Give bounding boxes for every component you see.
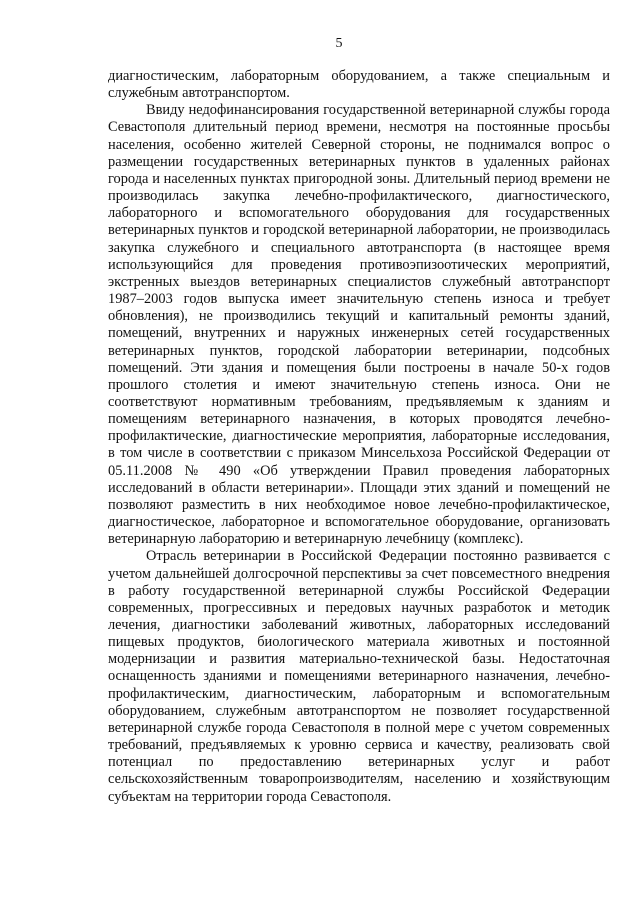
paragraph-continuation: диагностическим, лабораторным оборудованием, а также специальным и служебным автотранспортом. — [108, 68, 610, 102]
page-number: 5 — [335, 36, 343, 51]
paragraph-veterinary-development: Отрасль ветеринарии в Российской Федерации постоянно развивается с учетом дальнейшей долгосрочной перспективы за счет повсеместного внедрения в работу государственной ветеринарной службы Российской Федерации современных, прогрессивных и передовых научных разработок и методик лечения, диагностики заболеваний животных, лабораторных исследований пищевых продуктов, биологического материала животных и постоянной модернизации и развития материально-технической базы. Недостаточная оснащенность зданиями и помещениями ветеринарного назначения, лечебно-профилактическим, диагностическим, лабораторным и вспомогательным оборудованием, служебным автотранспортом не позволяет государственной ветеринарной службе города Севастополя в полной мере с учетом современных требований, предъявляемых к уровню сервиса и качеству, реализовать свой потенциал по предоставлению ветеринарных услуг и работ сельскохозяйственным товаропроизводителям, населению и хозяйствующим субъектам на территории города Севастополя. — [108, 548, 610, 805]
paragraph-underfunding: Ввиду недофинансирования государственной ветеринарной службы города Севастополя длительный период времени, несмотря на постоянные просьбы населения, особенно жителей Северной стороны, не поднимался вопрос о размещении государственных ветеринарных пунктов в удаленных районах города и населенных пунктах пригородной зоны. Длительный период времени не производилась закупка лечебно-профилактического, диагностического, лабораторного и вспомогательного оборудования для государственных ветеринарных пунктов и городской ветеринарной лаборатории, не производилась закупка служебного и специального автотранспорта (в настоящее время использующийся для проведения противоэпизоотических мероприятий, экстренных выездов ветеринарных специалистов служебный автотранспорт 1987–2003 годов выпуска имеет значительную степень износа и требует обновления), не производились текущий и капитальный ремонты зданий, помещений, внутренних и наружных инженерных сетей государственных ветеринарных пунктов, городской лаборатории ветеринарии, подсобных помещений. Эти здания и помещения были построены в начале 50-х годов прошлого столетия и имеют значительную степень износа. Они не соответствуют нормативным требованиям, предъявляемым к зданиям и помещениям ветеринарного назначения, в которых проводятся лечебно-профилактические, диагностические мероприятия, лабораторные исследования, в том числе в соответствии с приказом Минсельхоза Российской Федерации от 05.11.2008 № 490 «Об утверждении Правил проведения лабораторных исследований в области ветеринарии». Площади этих зданий и помещений не позволяют разместить в них необходимое новое лечебно-профилактическое, диагностическое, лабораторное и вспомогательное оборудование, организовать ветеринарную лабораторию и ветеринарную лечебницу (комплекс). — [108, 102, 610, 548]
